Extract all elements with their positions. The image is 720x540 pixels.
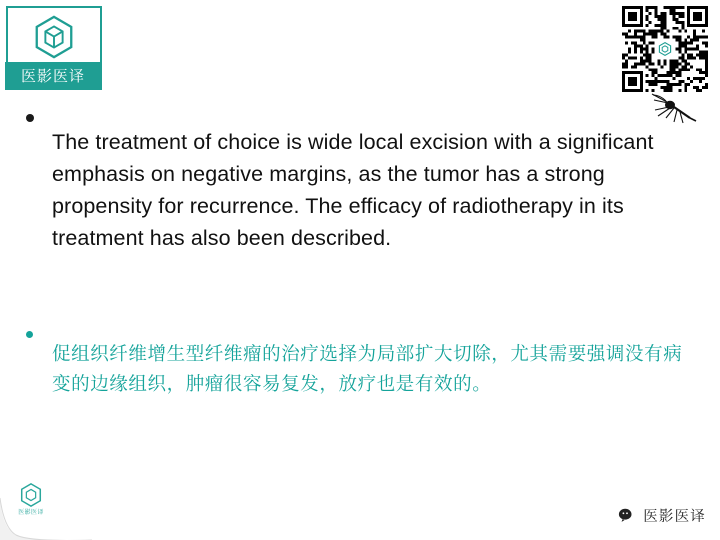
bullet-text-chinese: 促组织纤维增生型纤维瘤的治疗选择为局部扩大切除，尤其需要强调没有病变的边缘组织，肿瘤很容易复发，放疗也是有效的。: [52, 343, 683, 395]
brand-logo-label: 医影医译: [5, 62, 101, 90]
slide-body: [26, 104, 694, 418]
footer-brand: [618, 505, 706, 526]
bullet-dot-icon-teal: [26, 321, 52, 338]
bullet-item-chinese: [26, 321, 694, 418]
bullet-text-english: The treatment of choice is wide local excision with a significant emphasis on negative margins, as the tumor has a strong propensity for recurrence. The efficacy of radiotherapy in its treatment has also been described.: [52, 129, 654, 250]
footer-brand-label: 医影医译: [643, 509, 706, 525]
wechat-icon: [618, 507, 636, 525]
brand-logo-badge: [6, 6, 102, 90]
hexagon-cube-logo-icon: [31, 14, 77, 60]
qr-code-icon[interactable]: [622, 6, 708, 92]
wechat-hexagon-icon: [655, 39, 675, 59]
bullet-item-english: [26, 104, 694, 275]
watermark-subtext: 医影医译: [18, 509, 44, 516]
watermark-logo: [8, 482, 54, 530]
page-curl-icon: [0, 468, 92, 540]
hexagon-cube-logo-icon-small: [18, 482, 44, 508]
bullet-dot-icon: [26, 104, 52, 122]
